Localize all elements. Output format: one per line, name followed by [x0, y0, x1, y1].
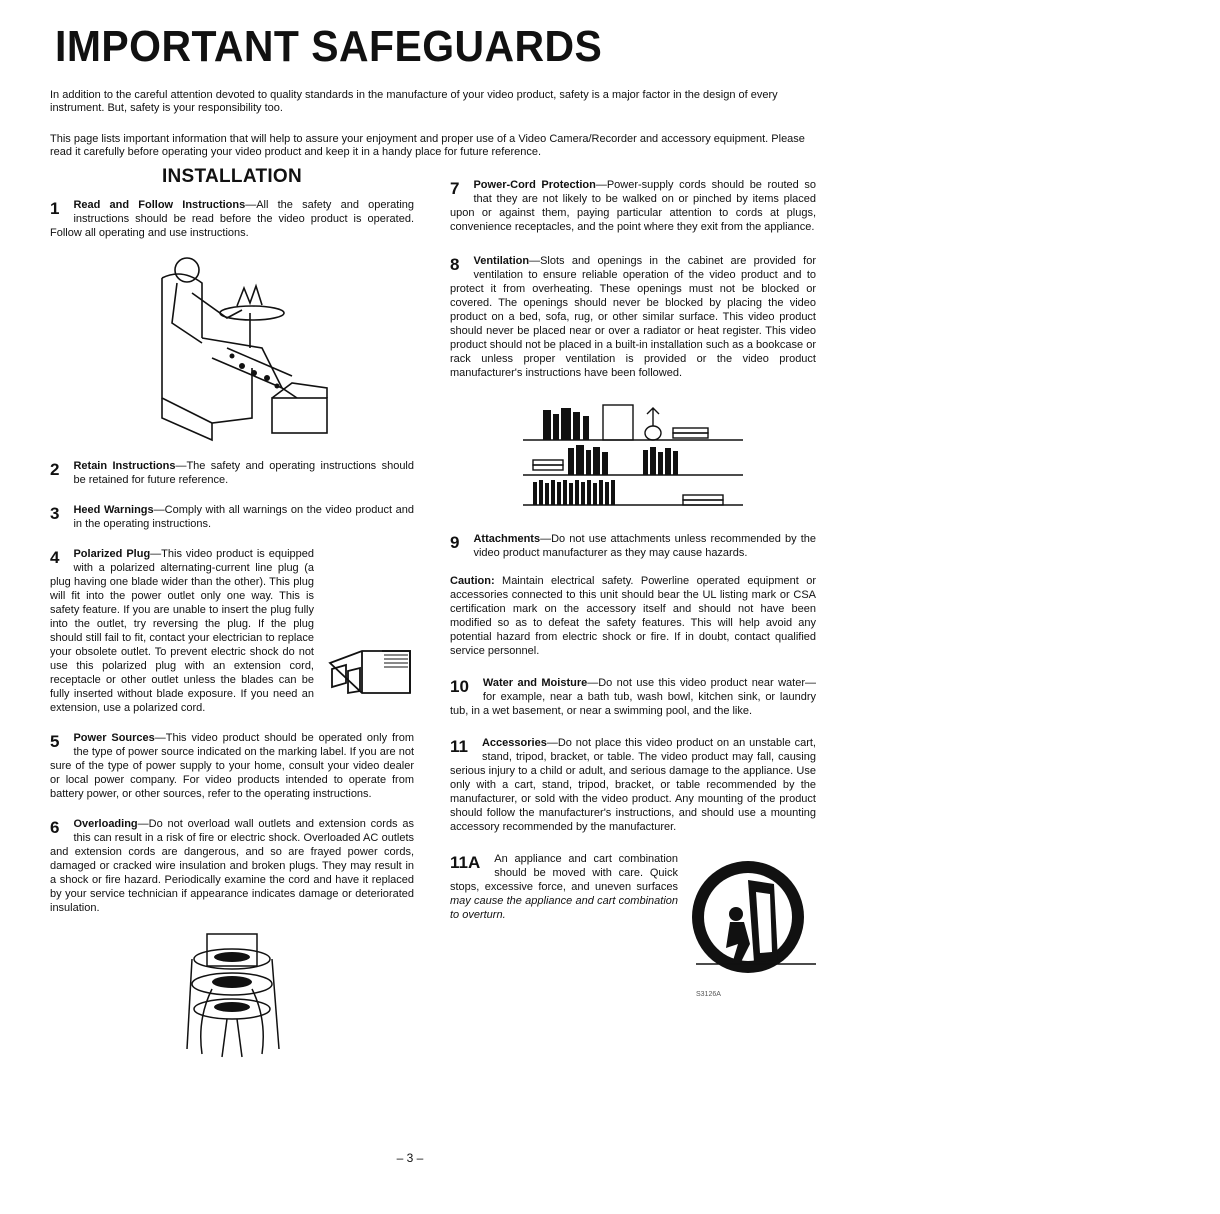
item-number: 11A [450, 853, 481, 872]
cart-warning-symbol-box [686, 852, 816, 1002]
illustration-code: S3126A [696, 991, 721, 998]
item-heading: Polarized Plug [73, 548, 151, 560]
item-text-italic: may cause the appliance and cart combination to overturn. [450, 895, 678, 921]
item-heading: Power-Cord Protection [473, 179, 596, 191]
item-text: —Do not place this video product on an unstable cart, stand, tripod, bracket, or table. The video product may fall, causing serious injury to a child or adult, and serious damage to the appliance. Use only with a cart, stand, tripod, bracket, or table recommended by the manufacturer, or sold with the video product. Any mounting of the product should follow the manufacturer's instructions, and should use a mounting accessory recommended by the manufacturer. [450, 737, 816, 833]
item-text: —Do not overload wall outlets and extension cords as this can result in a risk of fire or electric shock. Overloaded AC outlets and extension cords are dangerous, and so are frayed power cords, damaged or cracked wire insulation and broken plugs. They may result in a shock or fire hazard. Periodically examine the cord and have it replaced by your service technician if appearance indicates damage or deteriorated insulation. [50, 818, 414, 914]
caution-note [450, 574, 816, 658]
item-text: —This video product should be operated only from the type of power source indicated on the marking label. If you are not sure of the type of power supply to your home, consult your video dealer or local power company. For video products intended to operate from battery power, or other sources, refer to the operating instructions. [50, 732, 414, 800]
safeguard-item-3 [50, 503, 414, 531]
item-number: 11 [450, 737, 468, 756]
item-number: 4 [50, 548, 60, 567]
item-number: 8 [450, 255, 460, 274]
section-heading-installation: INSTALLATION [161, 166, 303, 187]
safeguard-item-5 [50, 731, 414, 801]
item-text: —Do not use attachments unless recommended by the video product manufacturer as they may cause hazards. [473, 533, 816, 559]
item-text: —This video product is equipped with a polarized alternating-current line plug (a plug having one blade wider than the other). This plug will fit into the power outlet only one way. This is safety feature. If you are unable to insert the plug fully into the outlet, try reversing the plug. If the plug should still fail to fit, contact your electrician to replace your obsolete outlet. To prevent electric shock do not use this polarized plug with an extension cord, receptacle or other outlet unless the blades can be fully inserted without blade exposure. If you need an extension, use a polarized cord. [50, 548, 314, 714]
item-number: 3 [50, 504, 60, 523]
cart-tipover-warning-icon [686, 852, 816, 982]
item-text: —Power-supply cords should be routed so that they are not likely to be walked on or pinched by items placed upon or against them, paying particular attention to cords at plugs, convenience receptacles, and the point where they exit from the appliance. [450, 179, 816, 233]
item-heading: Attachments [473, 533, 541, 545]
intro-paragraph-2: This page lists important information that will help to assure your enjoyment and proper use of a Video Camera/Recorder and accessory equipment. Please read it carefully before operating your video product and keep it in a handy place for future reference. [50, 133, 805, 158]
item-number: 6 [50, 818, 60, 837]
item-heading: Ventilation [473, 255, 530, 267]
overloaded-outlet-illustration [167, 929, 297, 1059]
safeguard-item-2 [50, 459, 414, 487]
safeguard-item-6 [50, 817, 414, 915]
item-heading: Heed Warnings [73, 504, 154, 516]
man-reading-illustration [132, 248, 332, 443]
polarized-plug-illustration [322, 643, 414, 701]
item-heading: Power Sources [73, 732, 155, 744]
page-title: IMPORTANT SAFEGUARDS [55, 22, 603, 71]
item-heading: Overloading [73, 818, 138, 830]
item-number: 7 [450, 179, 460, 198]
right-column [450, 178, 816, 1002]
item-text: —Do not use this video product near water—for example, near a bath tub, wash bowl, kitchen sink, or laundry tub, in a wet basement, or near a swimming pool, and the like. [450, 677, 816, 717]
intro-paragraph-1: In addition to the careful attention devoted to quality standards in the manufacture of your video product, safety is a major factor in the design of every instrument. But, safety is your responsibility too. [50, 89, 778, 114]
item-heading: Accessories [481, 737, 547, 749]
caution-text: Maintain electrical safety. Powerline operated equipment or accessories connected to this unit should bear the UL listing mark or CSA certification mark on the accessory itself and should not have been modified so as to defeat the safety features. This will help avoid any potential hazard from electric shock or fire. If in doubt, contact qualified service personnel. [450, 575, 816, 657]
safeguard-item-11a [450, 852, 816, 998]
item-heading: Read and Follow Instructions [73, 199, 246, 211]
item-heading: Retain Instructions [73, 460, 176, 472]
safeguard-item-10 [450, 676, 816, 718]
safeguard-item-4 [50, 547, 414, 715]
item-text: —All the safety and operating instructions should be read before the video product is operated. Follow all operating and use instructions. [50, 199, 414, 239]
item-number: 2 [50, 460, 60, 479]
safeguard-item-1 [50, 198, 414, 240]
safeguard-item-7 [450, 178, 816, 234]
item-number: 5 [50, 732, 60, 751]
page-number: – 3 – [396, 1151, 424, 1165]
item-text: —The safety and operating instructions should be retained for future reference. [73, 460, 414, 486]
bookcase-ventilation-illustration [523, 400, 743, 510]
item-text: —Slots and openings in the cabinet are provided for ventilation to ensure reliable operation of the video product and to protect it from overheating. These openings must not be blocked or covered. The openings should never be blocked by placing the video product on a bed, sofa, rug, or other similar surface. This video product should never be placed near or over a radiator or heat register. This video product should not be placed in a built-in installation such as a bookcase or rack unless proper ventilation is provided or the video product manufacturer's instructions have been followed. [450, 255, 816, 379]
item-text: —Comply with all warnings on the video product and in the operating instructions. [73, 504, 414, 530]
left-column [50, 168, 414, 1059]
safeguard-item-8 [450, 254, 816, 380]
caution-label: Caution: [450, 575, 495, 587]
safeguard-item-9 [450, 532, 816, 560]
item-number: 9 [450, 533, 460, 552]
safeguard-item-11 [450, 736, 816, 834]
item-number: 10 [450, 677, 469, 696]
item-text: An appliance and cart combination should be moved with care. Quick stops, excessive force, and uneven surfaces [450, 853, 678, 893]
item-heading: Water and Moisture [482, 677, 588, 689]
item-number: 1 [50, 199, 60, 218]
